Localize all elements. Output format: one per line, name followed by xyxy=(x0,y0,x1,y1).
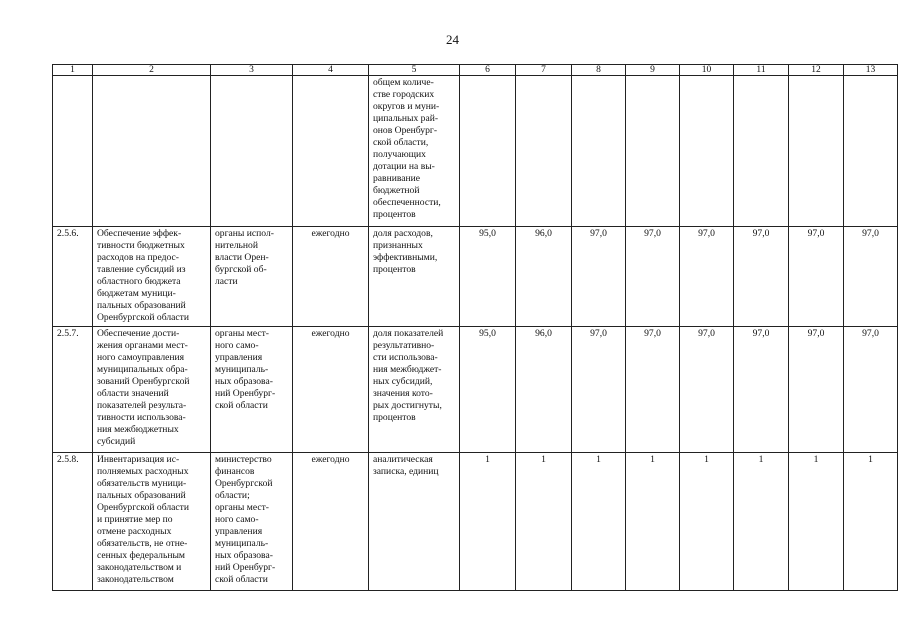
measure-cell: Обеспечение дости- жения органами мест- ного самоуправления муниципальных обра- зований Оренбургской области значений показателей результа- тивности использова- ния межбюджетных субсидий xyxy=(93,327,211,453)
value-cell: 1 xyxy=(460,453,516,591)
value-cell: 1 xyxy=(572,453,626,591)
column-number: 1 xyxy=(53,65,93,76)
value-cell: 97,0 xyxy=(626,227,680,327)
table-cell xyxy=(680,76,734,227)
column-number: 8 xyxy=(572,65,626,76)
table-cell xyxy=(516,76,572,227)
value-cell: 96,0 xyxy=(516,227,572,327)
page-number: 24 xyxy=(446,32,459,47)
table-cell xyxy=(626,76,680,227)
column-number: 13 xyxy=(844,65,898,76)
value-cell: 1 xyxy=(844,453,898,591)
table-cell xyxy=(293,76,369,227)
column-number: 12 xyxy=(789,65,844,76)
indicator-cell: доля показателей результативно- сти использова- ния межбюджет- ных субсидий, значения кото- рых достигнуты, процентов xyxy=(369,327,460,453)
executor-cell: органы мест- ного само- управления муниципаль- ных образова- ний Оренбург- ской области xyxy=(211,327,293,453)
value-cell: 97,0 xyxy=(734,227,789,327)
table-cell xyxy=(211,76,293,227)
column-number: 3 xyxy=(211,65,293,76)
period-cell: ежегодно xyxy=(293,453,369,591)
column-number: 10 xyxy=(680,65,734,76)
value-cell: 95,0 xyxy=(460,327,516,453)
value-cell: 97,0 xyxy=(680,327,734,453)
table-cell xyxy=(53,76,93,227)
column-number: 4 xyxy=(293,65,369,76)
value-cell: 97,0 xyxy=(626,327,680,453)
column-number: 5 xyxy=(369,65,460,76)
row-number: 2.5.8. xyxy=(53,453,93,591)
row-number: 2.5.7. xyxy=(53,327,93,453)
table-cell xyxy=(789,76,844,227)
value-cell: 97,0 xyxy=(572,327,626,453)
table-row xyxy=(53,227,898,327)
executor-cell: органы испол- нительной власти Орен- бургской об- ласти xyxy=(211,227,293,327)
value-cell: 97,0 xyxy=(572,227,626,327)
executor-cell: министерство финансов Оренбургской области; органы мест- ного само- управления муниципаль- ных образова- ний Оренбург- ской области xyxy=(211,453,293,591)
table-cell xyxy=(460,76,516,227)
indicator-cell: доля расходов, признанных эффективными, процентов xyxy=(369,227,460,327)
value-cell: 1 xyxy=(516,453,572,591)
value-cell: 1 xyxy=(789,453,844,591)
value-cell: 97,0 xyxy=(789,227,844,327)
value-cell: 1 xyxy=(680,453,734,591)
table-cell xyxy=(734,76,789,227)
value-cell: 97,0 xyxy=(734,327,789,453)
table-cell xyxy=(572,76,626,227)
table-cell xyxy=(93,76,211,227)
value-cell: 97,0 xyxy=(844,227,898,327)
value-cell: 96,0 xyxy=(516,327,572,453)
column-number: 2 xyxy=(93,65,211,76)
indicator-cell: общем количе- стве городских округов и муни- ципальных рай- онов Оренбург- ской области, получающих дотации на вы- равнивание бюджетной обеспеченности, процентов xyxy=(369,76,460,227)
row-number: 2.5.6. xyxy=(53,227,93,327)
table-row xyxy=(53,327,898,453)
measure-cell: Инвентаризация ис- полняемых расходных обязательств муници- пальных образований Оренбургской области и принятие мер по отмене расходных обязательств, не отне- сенных федеральным законодательством и законодательством xyxy=(93,453,211,591)
value-cell: 1 xyxy=(626,453,680,591)
column-number: 7 xyxy=(516,65,572,76)
column-number: 6 xyxy=(460,65,516,76)
period-cell: ежегодно xyxy=(293,327,369,453)
column-number: 11 xyxy=(734,65,789,76)
measures-table xyxy=(52,64,898,591)
value-cell: 97,0 xyxy=(680,227,734,327)
column-number-row xyxy=(53,65,898,76)
period-cell: ежегодно xyxy=(293,227,369,327)
column-number: 9 xyxy=(626,65,680,76)
indicator-cell: аналитическая записка, единиц xyxy=(369,453,460,591)
value-cell: 1 xyxy=(734,453,789,591)
measure-cell: Обеспечение эффек- тивности бюджетных расходов на предос- тавление субсидий из областного бюджета бюджетам муници- пальных образований Оренбургской области xyxy=(93,227,211,327)
continuation-row xyxy=(53,76,898,227)
table-row xyxy=(53,453,898,591)
table-cell xyxy=(844,76,898,227)
value-cell: 97,0 xyxy=(789,327,844,453)
value-cell: 95,0 xyxy=(460,227,516,327)
value-cell: 97,0 xyxy=(844,327,898,453)
